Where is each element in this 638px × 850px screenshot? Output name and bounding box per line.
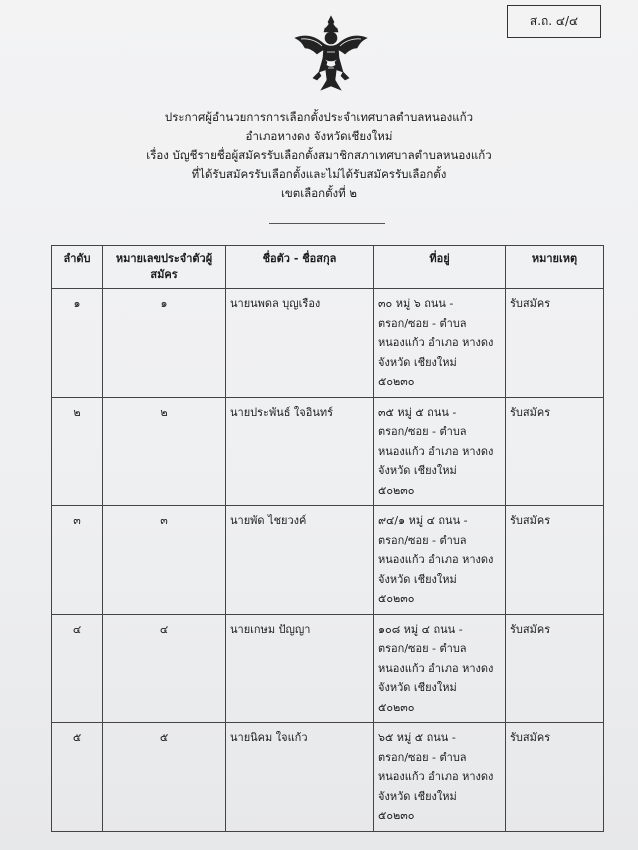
cell-order: ๓ (52, 506, 103, 615)
table-row (52, 289, 604, 398)
address-line: ๕๐๒๓๐ (378, 592, 415, 605)
address-line: ๕๐๒๓๐ (378, 375, 415, 388)
address-line: จังหวัด เชียงใหม่ (378, 681, 457, 694)
cell-candidate-number: ๓ (103, 506, 226, 615)
garuda-emblem-icon (291, 14, 371, 94)
cell-note: รับสมัคร (506, 723, 604, 832)
table-row (52, 397, 604, 506)
column-header-note: หมายเหตุ (506, 246, 604, 289)
cell-note: รับสมัคร (506, 614, 604, 723)
address-line: ๓๐ หมู่ ๖ ถนน - (378, 297, 454, 310)
table-row (52, 723, 604, 832)
cell-address (374, 397, 506, 506)
cell-address (374, 289, 506, 398)
address-line: หนองแก้ว อำเภอ หางดง (378, 553, 494, 566)
address-line: ๕๐๒๓๐ (378, 483, 415, 497)
address-line: ตรอก/ซอย - ตำบล (378, 533, 467, 547)
heading-line-3: เรื่อง บัญชีรายชื่อผู้สมัครรับเลือกตั้งสมาชิกสภาเทศบาลตำบลหนองแก้ว (146, 148, 492, 162)
cell-name: นายนพดล บุญเรือง (226, 289, 374, 398)
heading-line-1: ประกาศผู้อำนวยการการเลือกตั้งประจำเทศบาลตำบลหนองแก้ว (164, 110, 474, 124)
cell-candidate-number: ๔ (103, 614, 226, 723)
address-line: ๕๐๒๓๐ (378, 700, 415, 714)
cell-note: รับสมัคร (506, 397, 604, 506)
address-line: หนองแก้ว อำเภอ หางดง (378, 336, 494, 349)
address-line: หนองแก้ว อำเภอ หางดง (378, 661, 494, 675)
cell-order: ๒ (52, 397, 103, 506)
candidate-table (51, 245, 604, 832)
heading-line-4: ที่ได้รับสมัครรับเลือกตั้งและไม่ได้รับสมัครรับเลือกตั้ง (191, 167, 447, 181)
heading-line-2: อำเภอหางดง จังหวัดเชียงใหม่ (245, 129, 393, 143)
address-line: ๙๔/๑ หมู่ ๔ ถนน - (378, 514, 468, 527)
cell-candidate-number: ๑ (103, 289, 226, 398)
column-header-number: หมายเลขประจำตัวผู้สมัคร (103, 246, 226, 289)
address-line: ตรอก/ซอย - ตำบล (378, 316, 467, 330)
cell-order: ๑ (52, 289, 103, 398)
column-header-name: ชื่อตัว - ชื่อสกุล (226, 246, 374, 289)
cell-candidate-number: ๒ (103, 397, 226, 506)
column-header-address: ที่อยู่ (374, 246, 506, 289)
cell-note: รับสมัคร (506, 289, 604, 398)
cell-order: ๔ (52, 614, 103, 723)
address-line: ๑๐๘ หมู่ ๔ ถนน - (378, 622, 463, 636)
form-code: ส.ถ. ๔/๔ (529, 14, 579, 28)
address-line: ๕๐๒๓๐ (378, 809, 415, 822)
address-line: จังหวัด เชียงใหม่ (378, 355, 457, 369)
address-line: จังหวัด เชียงใหม่ (378, 572, 457, 586)
cell-order: ๕ (52, 723, 103, 832)
cell-name: นายนิคม ใจแก้ว (226, 723, 374, 832)
table-row (52, 506, 604, 615)
cell-note: รับสมัคร (506, 506, 604, 615)
table-header-row (52, 246, 604, 289)
cell-address (374, 614, 506, 723)
form-code-box (507, 5, 601, 38)
address-line: ตรอก/ซอย - ตำบล (378, 642, 467, 655)
heading-line-5: เขตเลือกตั้งที่ ๒ (280, 186, 357, 200)
cell-address (374, 506, 506, 615)
cell-name: นายประพันธ์ ใจอินทร์ (226, 397, 374, 506)
cell-name: นายพัด ไชยวงค์ (226, 506, 374, 615)
cell-address (374, 723, 506, 832)
address-line: ๖๕ หมู่ ๕ ถนน - (378, 731, 456, 744)
address-line: หนองแก้ว อำเภอ หางดง (378, 770, 494, 783)
address-line: ๓๕ หมู่ ๕ ถนน - (378, 405, 457, 419)
address-line: หนองแก้ว อำเภอ หางดง (378, 444, 494, 458)
cell-candidate-number: ๕ (103, 723, 226, 832)
address-line: ตรอก/ซอย - ตำบล (378, 750, 467, 764)
divider (269, 223, 385, 224)
address-line: ตรอก/ซอย - ตำบล (378, 425, 467, 438)
cell-name: นายเกษม ปัญญา (226, 614, 374, 723)
table-row (52, 614, 604, 723)
address-line: จังหวัด เชียงใหม่ (378, 464, 457, 477)
column-header-no: ลำดับ (52, 246, 103, 289)
address-line: จังหวัด เชียงใหม่ (378, 789, 457, 803)
